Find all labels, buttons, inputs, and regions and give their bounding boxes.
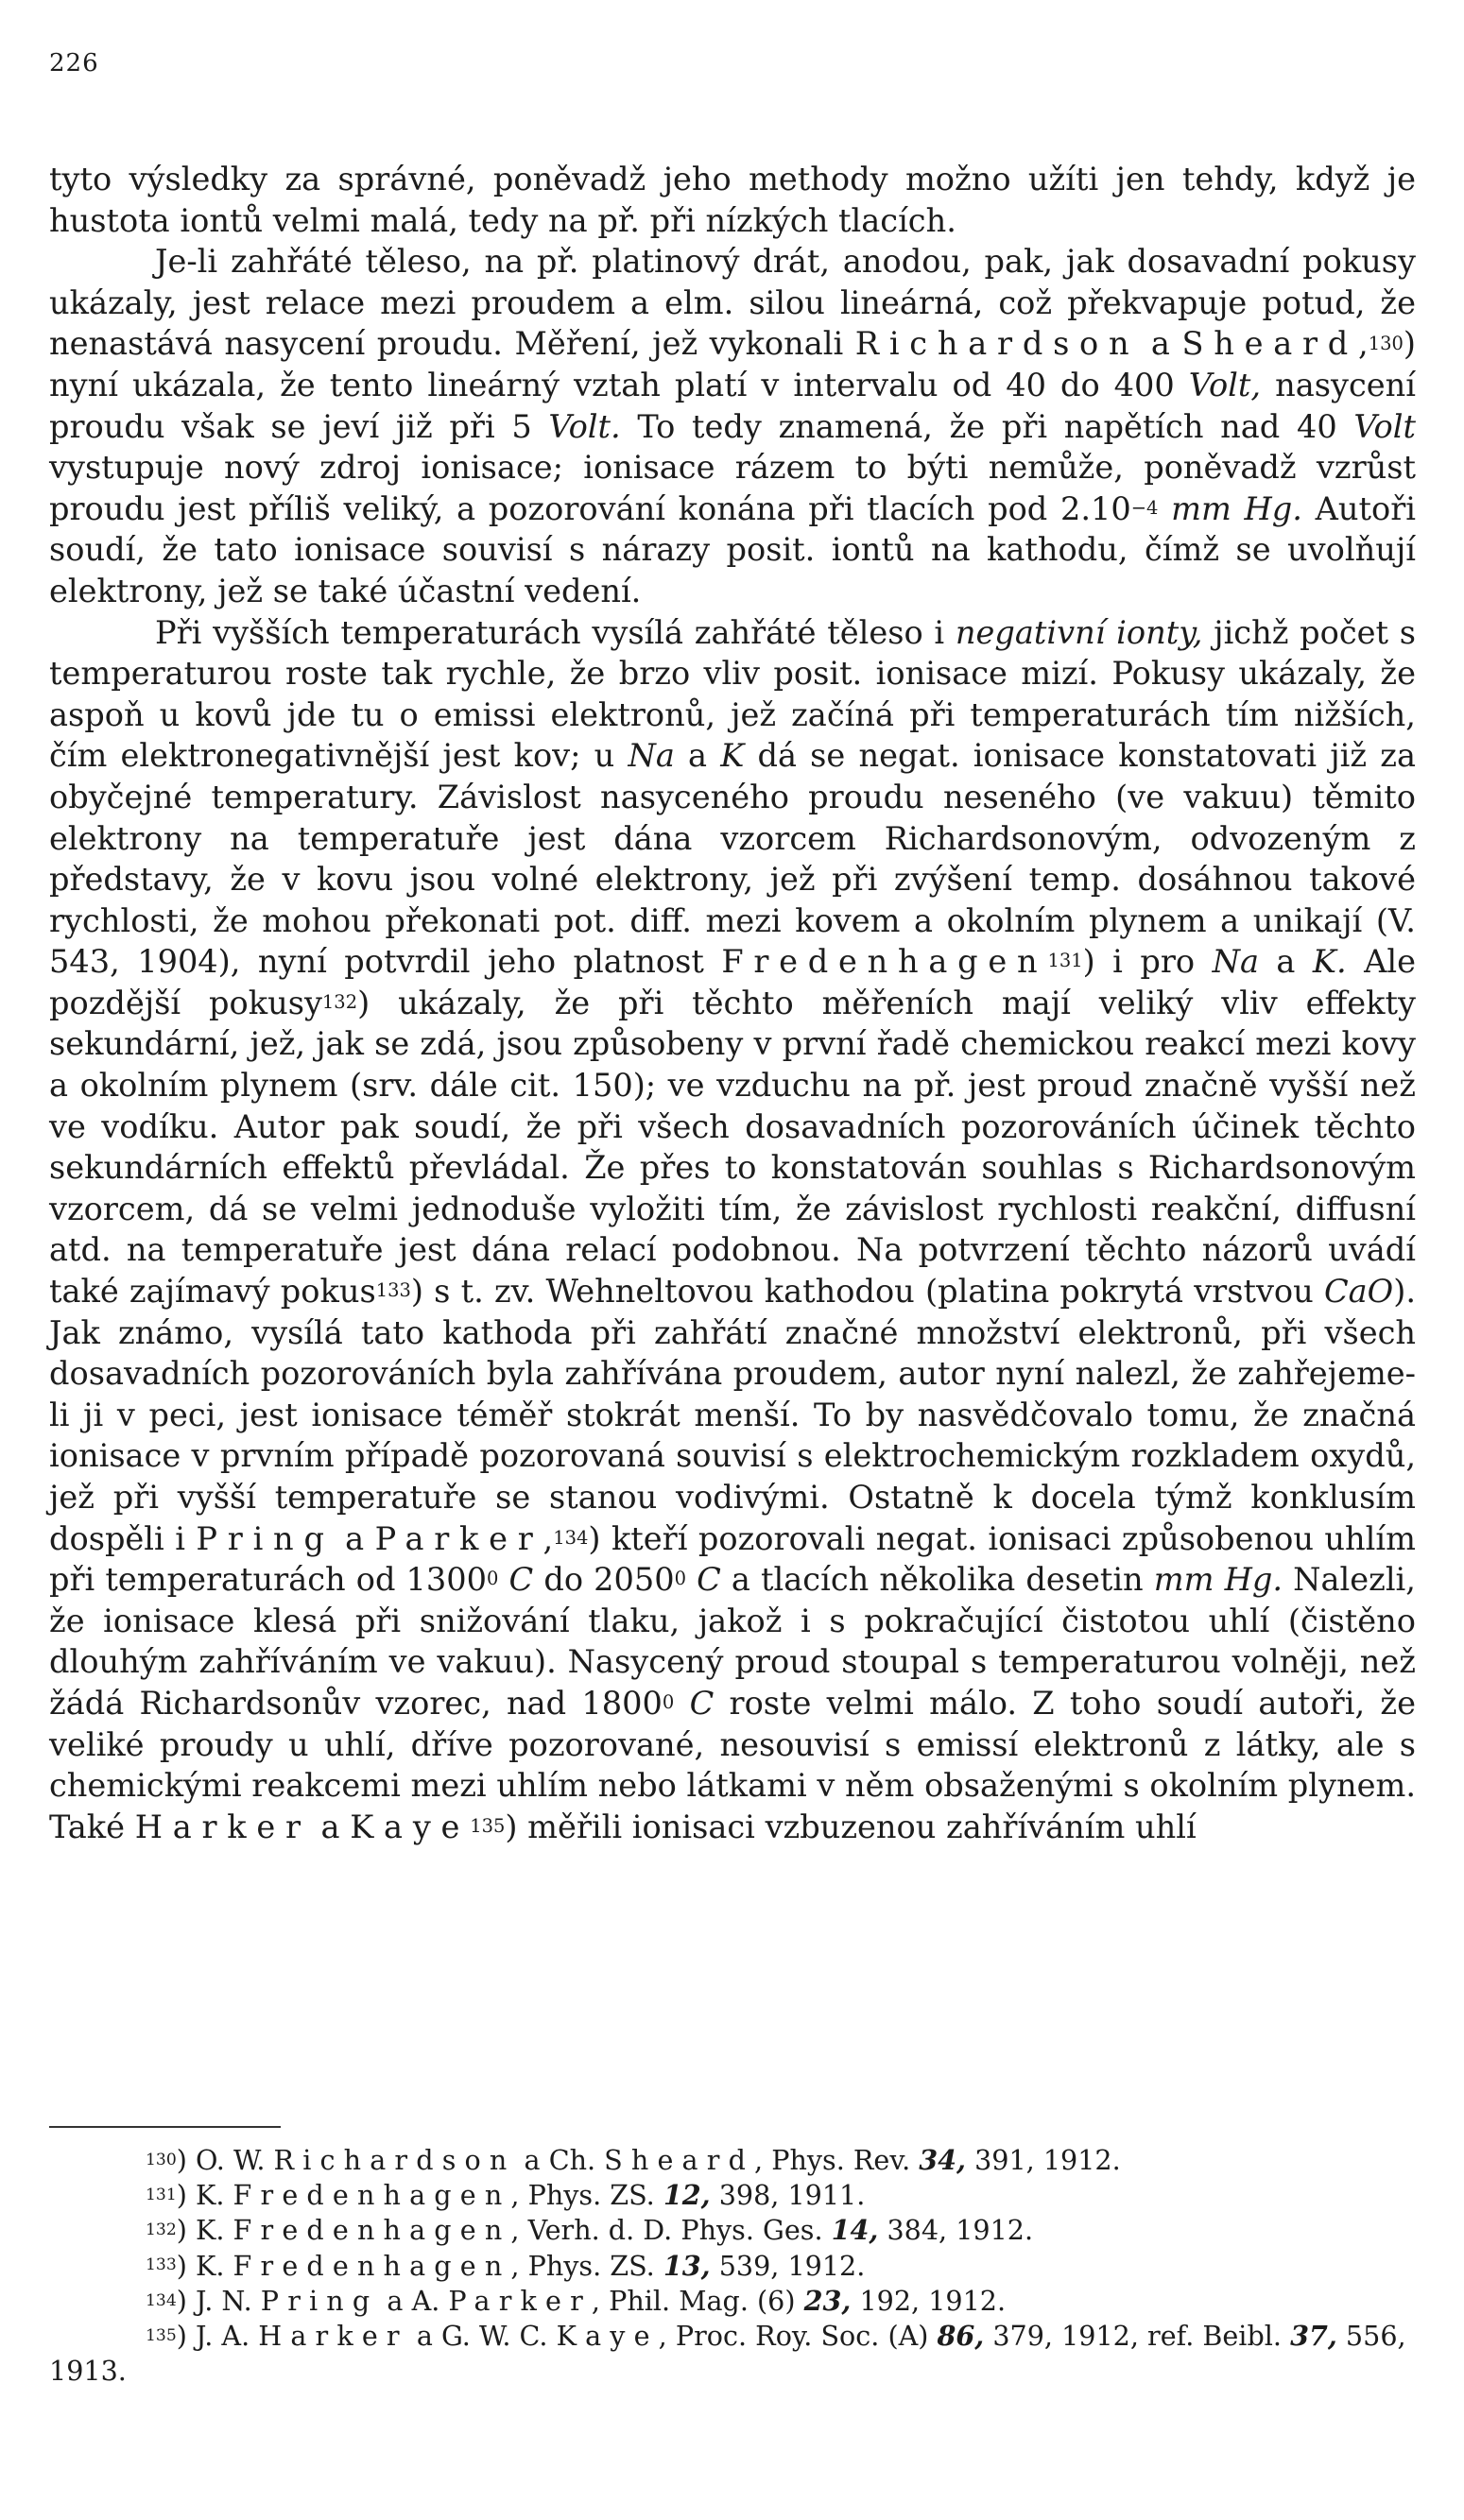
text-run: Volt. [548, 407, 621, 445]
footnote-ref: 131 [1047, 950, 1083, 972]
text-run: mm Hg. [1153, 1561, 1283, 1599]
text-run: ). Jak známo, vysílá tato kathoda při zahřátí značné množství elektronů, při všech dosavadních pozorováních byla zahřívána proudem, autor nyní nalezl, že zahřejeme-li ji v peci, jest ionisace téměř stokrát menší. To by nasvědčovalo tomu, že značná ionisace v prvním případě pozorovaná souvisí s elektrochemickým rozkladem oxydů, jež při vyšší temperatuře se stanou vodivými. Ostatně k docela týmž konklusím dospěli i [49, 1273, 1416, 1557]
text-run: K. [1312, 943, 1347, 981]
text-run: a [674, 737, 721, 775]
text-run: a [1139, 325, 1182, 363]
text-run: ) K. [176, 2214, 233, 2247]
author-name: Harker [134, 1808, 311, 1845]
author-name: Fredenhagen [233, 2179, 511, 2212]
paragraph [49, 241, 1416, 611]
text-run: 12, [663, 2179, 711, 2212]
text-run: , Phil. Mag. (6) [591, 2284, 804, 2317]
text-run: , Phys. ZS. [510, 2179, 663, 2212]
text-run: Na [628, 737, 675, 775]
text-run: 37, [1290, 2320, 1337, 2353]
author-name: Pring [196, 1519, 335, 1557]
author-name: Kaye [350, 1808, 471, 1845]
text-run: ) J. A. [176, 2320, 259, 2353]
footnote [49, 2319, 1416, 2389]
text-run: a [310, 1808, 351, 1845]
text-run: dá se negat. ionisace konstatovati již za obyčejné temperatury. Závislost nasyceného proudu neseného (ve vakuu) těmito elektrony na temperatuře jest dána vzorcem Richardsonovým, odvozeným z představy, že v kovu jsou volné elektrony, jež při zvýšení temp. dosáhnou takové rychlosti, že mohou překonati pot. diff. mezi kovem a okolním plynem a unikají (V. 543, 1904), nyní potvrdil jeho platnost [49, 737, 1416, 981]
text-run: tyto výsledky za správné, poněvadž jeho methody možno užíti jen tehdy, když je hustota iontů velmi malá, tedy na př. při nízkých tlacích. [49, 161, 1416, 239]
text-run [674, 1685, 689, 1722]
footnote-ref: 130 [1368, 332, 1404, 354]
text-run [498, 1561, 508, 1598]
text-run: roste velmi málo. Z toho soudí autoři, že veliké proudy u uhlí, dříve pozorované, nesouvisí s emissí elektronů z látky, ale s chemickými reakcemi mezi uhlím nebo látkami v něm obsaženými s okolním plynem. Také [49, 1684, 1416, 1845]
footnote-ref: 0 [674, 1568, 686, 1590]
text-run: a [334, 1519, 375, 1557]
text-run: K [720, 737, 745, 775]
text-run: , Verh. d. D. Phys. Ges. [510, 2214, 832, 2247]
text-run: a [1258, 943, 1313, 981]
text-run: , [1358, 325, 1369, 363]
text-run: ) měřili ionisaci vzbuzenou zahříváním uhlí [505, 1808, 1197, 1845]
text-run: negativní ionty, [955, 613, 1203, 651]
author-name: Fredenhagen [233, 2249, 511, 2282]
text-run: , [543, 1519, 554, 1557]
text-run: vystupuje nový zdroj ionisace; ionisace rázem to býti nemůže, poněvadž vzrůst proudu jest příliš veliký, a pozorování konána při tlacích pod 2.10 [49, 449, 1416, 527]
text-run: CaO [1323, 1273, 1394, 1311]
author-name: Pring [260, 2284, 379, 2317]
author-name: Fredenhagen [721, 943, 1048, 981]
text-run: 14, [831, 2214, 879, 2247]
text-run: a Ch. [515, 2144, 605, 2176]
text-run: 391, 1912. [966, 2144, 1121, 2176]
footnote [49, 2178, 1416, 2213]
footnote-ref: 132 [321, 991, 358, 1014]
footnote [49, 2284, 1416, 2319]
footnote-ref: 135 [470, 1814, 506, 1837]
footnote-ref: 133 [375, 1279, 411, 1302]
footnote [49, 2249, 1416, 2284]
author-name: Fredenhagen [233, 2214, 511, 2247]
author-name: Harker [258, 2320, 408, 2353]
author-name: Parker [448, 2284, 592, 2317]
page-number: 226 [49, 49, 99, 77]
text-run: , Phys. Rev. [754, 2144, 920, 2176]
footnote-ref: 0 [487, 1568, 499, 1590]
text-run: Volt, [1188, 366, 1262, 403]
paragraph [49, 159, 1416, 241]
text-run: ) nyní ukázala, že tento lineárný vztah platí v intervalu od 40 do 400 [49, 325, 1416, 403]
footnote [49, 2143, 1416, 2178]
footnote-ref: 130 [146, 2150, 177, 2169]
text-run: ) O. W. [176, 2144, 274, 2176]
paragraph [49, 612, 1416, 1848]
text-run: Ale pozdější pokusy [49, 943, 1416, 1021]
text-run: Autoři soudí, že tato ionisace souvisí s nárazy posit. iontů na kathodu, čímž se uvolňují elektrony, jež se také účastní vedení. [49, 489, 1416, 609]
author-name: Sheard [1181, 325, 1359, 363]
text-run: 556, 1913. [49, 2320, 1406, 2388]
text-run: , Proc. Roy. Soc. (A) [658, 2320, 938, 2353]
text-run: Je-li zahřáté těleso, na př. platinový drát, anodou, pak, jak dosavadní pokusy ukázaly, jest relace mezi proudem a elm. silou lineárná, což překvapuje potud, že nenastává nasycení proudu. Měření, jež vykonali [49, 243, 1416, 363]
footnote [49, 2213, 1416, 2248]
text-run [1158, 490, 1171, 527]
text-run: 539, 1912. [710, 2249, 866, 2282]
author-name: Parker [374, 1519, 543, 1557]
footnote-ref: 133 [146, 2255, 177, 2275]
text-run: 23, [803, 2284, 852, 2317]
text-run: C [689, 1684, 715, 1722]
footnote-ref: 131 [146, 2186, 177, 2205]
text-run: do 2050 [533, 1561, 675, 1599]
text-run: Nalezli, že ionisace klesá při snižování tlaku, jakož i s pokračující čistotou uhlí (čistěno dlouhým zahříváním ve vakuu). Nasycený proud stoupal s temperaturou volněji, než žádá Richardsonův vzorec, nad 1800 [49, 1561, 1416, 1722]
text-run: ) J. N. [176, 2284, 261, 2317]
text-run: Na [1212, 943, 1259, 981]
text-run: 86, [937, 2320, 985, 2353]
author-name: Sheard [604, 2144, 755, 2176]
text-run: Volt [1353, 407, 1417, 445]
author-name: Richardson [854, 325, 1140, 363]
text-run: ) K. [176, 2249, 233, 2282]
text-run: , Phys. ZS. [510, 2249, 663, 2282]
footnote-ref: 134 [146, 2290, 177, 2310]
text-run: ) ukázaly, že při těchto měřeních mají veliký vliv effekty sekundární, jež, jak se zdá, jsou způsobeny v první řadě chemickou reakcí mezi kovy a okolním plynem (srv. dále cit. 150); ve vzduchu na př. jest proud značně vyšší než ve vodíku. Autor pak soudí, že při všech dosavadních pozorováních účinek těchto sekundárních effektů převládal. Že přes to konstatován souhlas s Richardsonovým vzorcem, dá se velmi jednoduše vyložiti tím, že závislost rychlosti reakční, diffusní atd. na temperatuře jest dána relací podobnou. Na potvrzení těchto názorů uvádí také zajímavý pokus [49, 984, 1416, 1311]
text-run: Při vyšších temperaturách vysílá zahřáté těleso i [155, 613, 956, 651]
text-run: mm Hg. [1171, 489, 1302, 527]
text-run: jichž počet s temperaturou roste tak rychle, že brzo vliv posit. ionisace mizí. Pokusy ukázaly, že aspoň u kovů jde tu o emissi elektronů, jež začíná při temperaturách tím nižších, čím elektronegativnější jest kov; u [49, 613, 1416, 775]
footnote-ref: −4 [1130, 496, 1159, 519]
text-run: ) s t. zv. Wehneltovou kathodou (platina pokrytá vrstvou [410, 1273, 1324, 1311]
text-run: C [508, 1561, 534, 1599]
body-text [49, 159, 1416, 1847]
text-run: 398, 1911. [710, 2179, 866, 2212]
footnote-ref: 134 [553, 1526, 589, 1549]
text-run: 13, [663, 2249, 711, 2282]
text-run: a G. W. C. [407, 2320, 557, 2353]
author-name: Richardson [273, 2144, 516, 2176]
text-run: 379, 1912, ref. Beibl. [984, 2320, 1291, 2353]
text-run: ) kteří pozorovali negat. ionisaci způsobenou uhlím při temperaturách od 1300 [49, 1519, 1416, 1599]
text-run: 34, [919, 2144, 967, 2176]
text-run: 384, 1912. [878, 2214, 1034, 2247]
text-run: ) K. [176, 2179, 233, 2212]
author-name: Kaye [556, 2320, 659, 2353]
footnote-divider [49, 2126, 281, 2128]
text-run: 192, 1912. [851, 2284, 1007, 2317]
footnote-ref: 0 [662, 1691, 675, 1714]
footnote-ref: 132 [146, 2220, 177, 2240]
footnote-ref: 135 [146, 2325, 177, 2345]
text-run: a tlacích několika desetin [720, 1561, 1154, 1599]
text-run: C [697, 1561, 721, 1599]
text-run: To tedy znamená, že při napětích nad 40 [620, 407, 1354, 445]
text-run [686, 1561, 697, 1598]
footnotes [49, 2143, 1416, 2389]
text-run: ) i pro [1082, 943, 1213, 981]
text-run: nasycení proudu však se jeví již při 5 [49, 366, 1416, 445]
text-run: a A. [378, 2284, 449, 2317]
